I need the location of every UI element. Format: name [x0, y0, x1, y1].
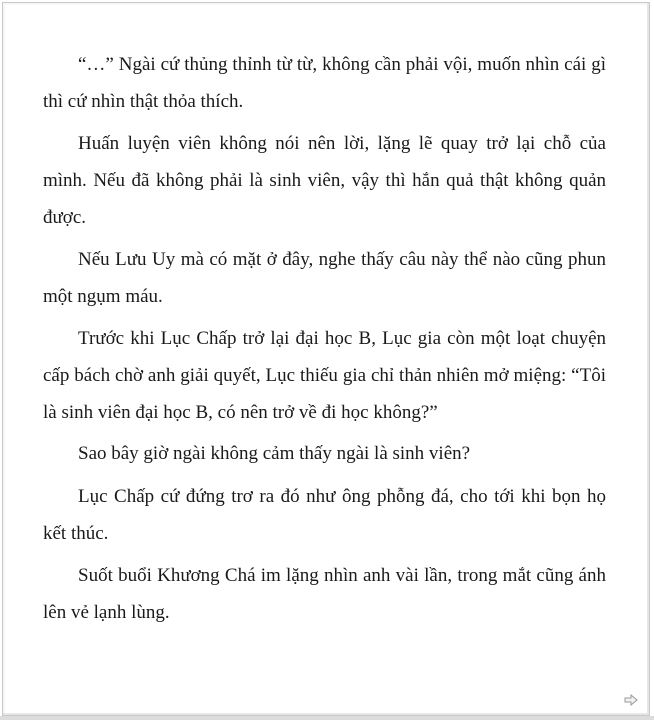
- paragraph-3: Nếu Lưu Uy mà có mặt ở đây, nghe thấy câu này thể nào cũng phun một ngụm máu.: [43, 249, 606, 307]
- paragraph-4: Trước khi Lục Chấp trở lại đại học B, Lục gia còn một loạt chuyện cấp bách chờ anh giải quyết, Lục thiếu gia chỉ thản nhiên mở miệng: “Tôi là sinh viên đại học B, có nên trở về đi học không?”: [43, 328, 606, 423]
- paragraph-2: Huấn luyện viên không nói nên lời, lặng lẽ quay trở lại chỗ của mình. Nếu đã không phải là sinh viên, vậy thì hắn quả thật không quản được.: [43, 133, 606, 228]
- next-page-arrow-icon[interactable]: [624, 694, 638, 706]
- paragraph-6: Lục Chấp cứ đứng trơ ra đó như ông phỗng đá, cho tới khi bọn họ kết thúc.: [43, 486, 606, 544]
- paragraph-7: Suốt buổi Khương Chá im lặng nhìn anh vài lần, trong mắt cũng ánh lên vẻ lạnh lùng.: [43, 565, 606, 623]
- paragraph-5: Sao bây giờ ngài không cảm thấy ngài là sinh viên?: [78, 443, 471, 464]
- bottom-border: [0, 716, 654, 720]
- paragraph-1: “…” Ngài cứ thủng thỉnh từ từ, không cần phải vội, muốn nhìn cái gì thì cứ nhìn thật thỏa thích.: [43, 54, 606, 112]
